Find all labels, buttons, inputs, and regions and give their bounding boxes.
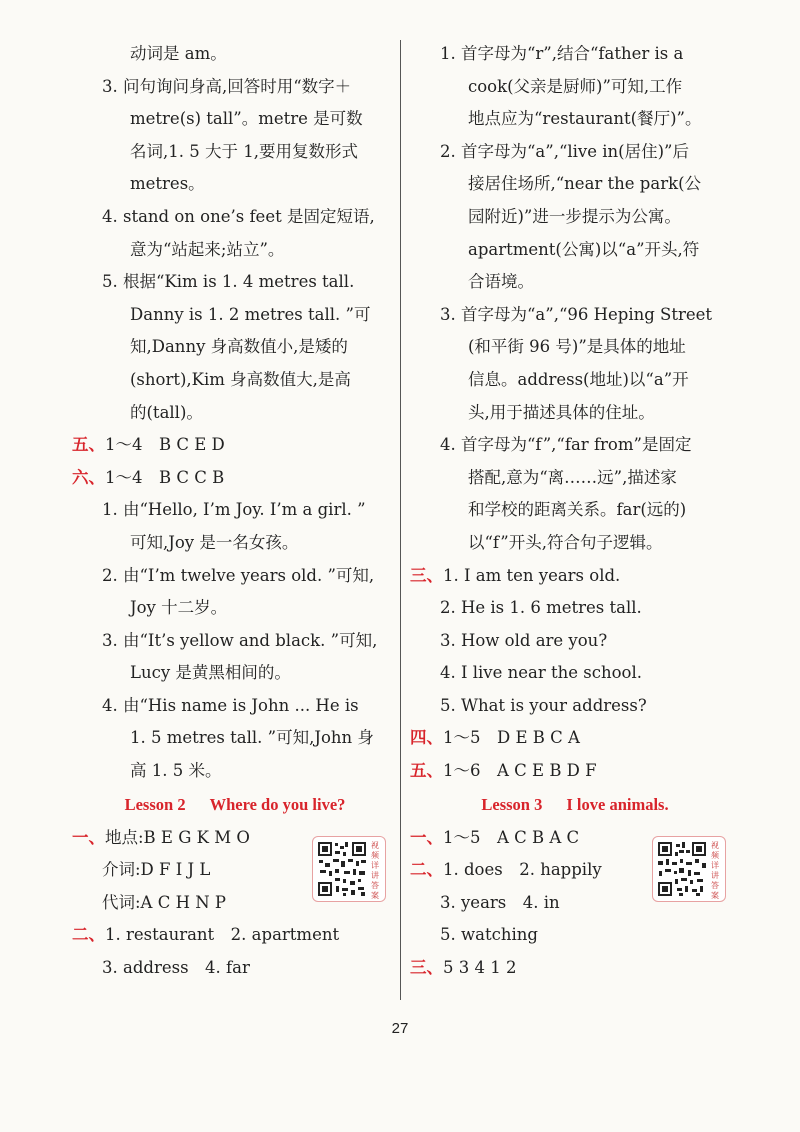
text-line: 5. 根据“Kim is 1. 4 metres tall. [102, 272, 355, 292]
section-five [72, 429, 398, 462]
text-line: 4. 首字母为“f”,“far from”是固定 [440, 435, 692, 455]
section-number: 一、 [72, 827, 105, 847]
text-line: 园附近)”进一步提示为公寓。 [468, 206, 681, 226]
lesson-heading [72, 788, 398, 822]
column-divider [400, 40, 401, 1000]
text-line: 2. He is 1. 6 metres tall. [440, 598, 642, 618]
text-line: 知,Danny 身高数值小,是矮的 [130, 337, 348, 357]
text-line: apartment(公寓)以“a”开头,符 [468, 239, 700, 259]
section-three [410, 560, 740, 593]
qr-code[interactable] [312, 836, 386, 902]
section-number: 五、 [410, 761, 443, 781]
text-line: 信息。address(地址)以“a”开 [468, 369, 689, 389]
text-line: 介词:D F I J L [102, 860, 211, 880]
text-line: (和平街 96 号)”是具体的地址 [468, 337, 686, 357]
text-line: 接居住场所,“near the park(公 [468, 174, 702, 194]
text-line: 和学校的距离关系。far(远的) [468, 500, 687, 520]
text-line: 合语境。 [468, 272, 534, 292]
text-line: 可知,Joy 是一名女孩。 [130, 532, 299, 552]
qr-code[interactable] [652, 836, 726, 902]
text-line: 5. What is your address? [440, 695, 647, 715]
text-line: 2. 由“I’m twelve years old. ”可知, [102, 565, 375, 585]
text-line: 以“f”开头,符合句子逻辑。 [468, 532, 663, 552]
text-line: metres。 [130, 174, 205, 194]
text-line: 高 1. 5 米。 [130, 761, 222, 781]
text-line: 的(tall)。 [130, 402, 203, 422]
text-line: 4. 由“His name is John ... He is [102, 695, 359, 715]
text-line: (short),Kim 身高数值大,是高 [130, 369, 351, 389]
answer-text: 1. does 2. happily [443, 860, 602, 880]
text-line: 3. address 4. far [102, 958, 250, 978]
text-line: 4. I live near the school. [440, 663, 642, 683]
answer-text: 1～4 B C E D [105, 435, 225, 455]
section-number: 一、 [410, 827, 443, 847]
text-line: 代词:A C H N P [102, 892, 227, 912]
text-line: metre(s) tall”。metre 是可数 [130, 109, 363, 129]
text-line: cook(父亲是厨师)”可知,工作 [468, 76, 683, 96]
qr-code-icon [657, 841, 707, 897]
answer-text: 1～5 D E B C A [443, 728, 580, 748]
section-three [410, 952, 740, 985]
section-number: 四、 [410, 728, 443, 748]
text-line: Joy 十二岁。 [130, 598, 228, 618]
text-line: 3. years 4. in [440, 892, 560, 912]
text-line: 3. 由“It’s yellow and black. ”可知, [102, 630, 378, 650]
section-number: 二、 [72, 925, 105, 945]
text-line: Lucy 是黄黑相间的。 [130, 663, 291, 683]
answer-text: 1～6 A C E B D F [443, 761, 597, 781]
section-two [72, 919, 398, 952]
section-number: 六、 [72, 467, 105, 487]
lesson-title: Where do you live? [209, 794, 346, 814]
answer-text: 1. I am ten years old. [443, 565, 621, 585]
text-line: 意为“站起来;站立”。 [130, 239, 285, 259]
lesson-heading [410, 788, 740, 822]
text-line: 头,用于描述具体的住址。 [468, 402, 655, 422]
text-line: 5. watching [440, 925, 538, 945]
page-number: 27 [391, 1020, 409, 1037]
answer-text: 1. restaurant 2. apartment [105, 925, 340, 945]
section-four [410, 722, 740, 755]
qr-code-icon [317, 841, 367, 897]
text-line: 1. 首字母为“r”,结合“father is a [440, 44, 684, 63]
section-number: 三、 [410, 958, 443, 978]
text-line: 1. 5 metres tall. ”可知,John 身 [130, 728, 374, 748]
answer-text: 5 3 4 1 2 [443, 958, 517, 978]
text-line: 名词,1. 5 大于 1,要用复数形式 [130, 141, 358, 161]
text-line: 地点应为“restaurant(餐厅)”。 [468, 109, 702, 129]
text-line: 3. How old are you? [440, 630, 608, 650]
text-line: 1. 由“Hello, I’m Joy. I’m a girl. ” [102, 500, 366, 520]
lesson-number: Lesson 2 [124, 794, 186, 814]
text-line: 4. stand on one’s feet 是固定短语, [102, 206, 375, 226]
answer-text: 1～4 B C C B [105, 467, 225, 487]
answer-text: 地点:B E G K M O [105, 827, 250, 847]
text-line: 2. 首字母为“a”,“live in(居住)”后 [440, 141, 689, 161]
answer-text: 1～5 A C B A C [443, 827, 580, 847]
text-line: Danny is 1. 2 metres tall. ”可 [130, 304, 371, 324]
section-number: 二、 [410, 860, 443, 880]
text-line: 3. 首字母为“a”,“96 Heping Street [440, 304, 713, 324]
qr-tag: 视频详讲答案 [371, 841, 379, 900]
section-number: 五、 [72, 435, 105, 455]
section-five [410, 755, 740, 788]
section-six [72, 462, 398, 495]
qr-tag: 视频详讲答案 [711, 841, 719, 900]
text-line: 搭配,意为“离……远”,描述家 [468, 467, 677, 487]
lesson-title: I love animals. [566, 794, 669, 814]
text-line: 动词是 am。 [130, 44, 227, 63]
lesson-number: Lesson 3 [481, 794, 543, 814]
section-number: 三、 [410, 565, 443, 585]
text-line: 3. 问句询问身高,回答时用“数字＋ [102, 76, 352, 96]
